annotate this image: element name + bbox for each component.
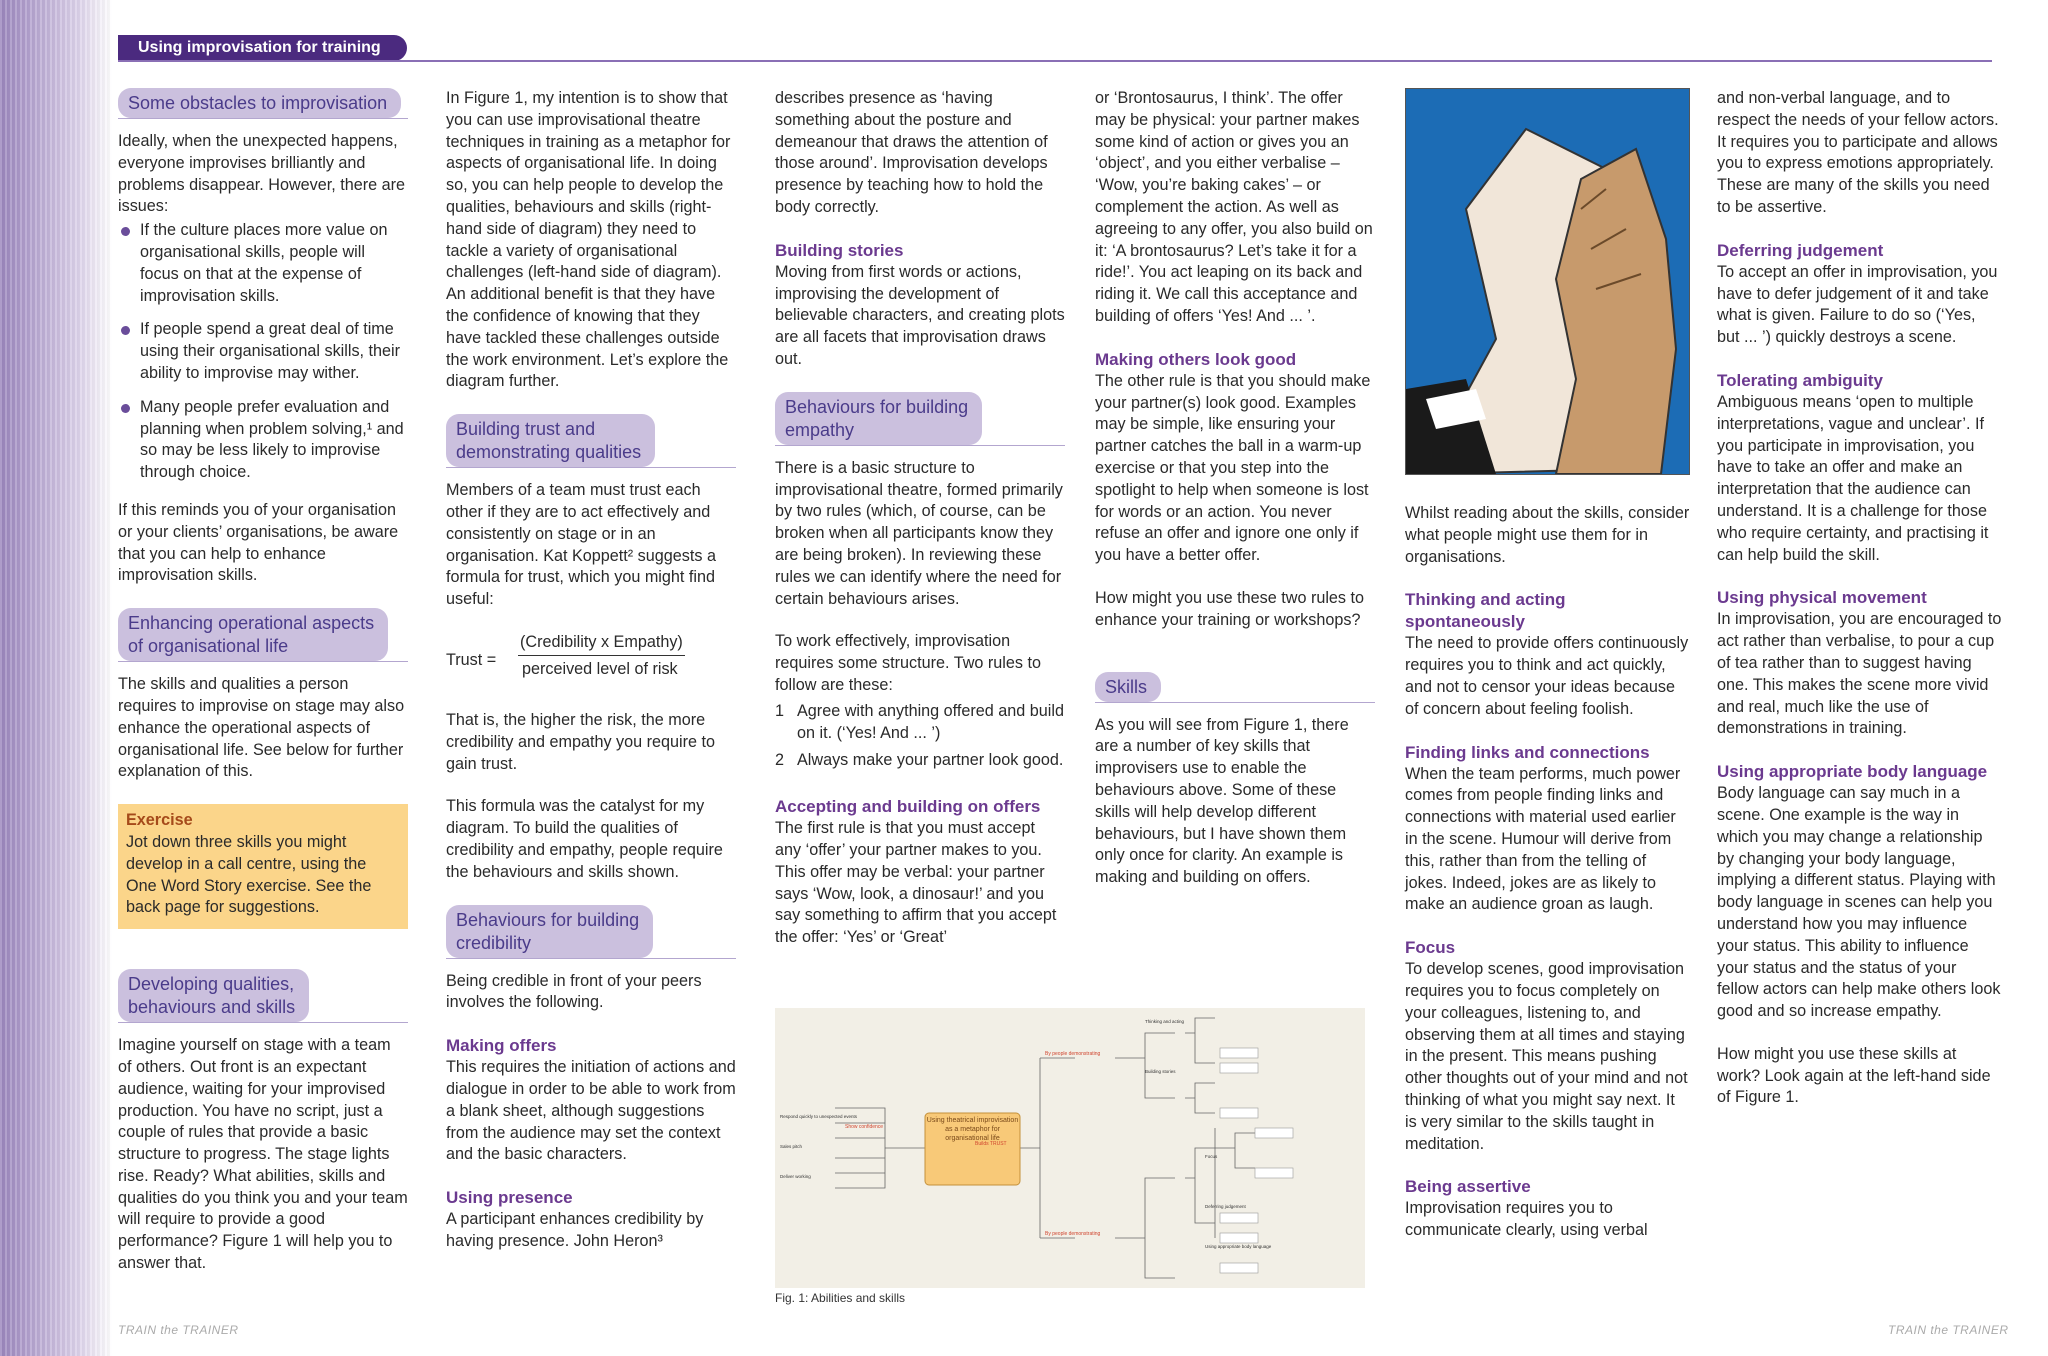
header-rule [118, 60, 1992, 62]
subheading-using-presence: Using presence [446, 1188, 573, 1208]
list-number: 1 [775, 701, 785, 720]
svg-text:Using appropriate body languag: Using appropriate body language [1205, 1244, 1272, 1249]
formula-numerator: (Credibility x Empathy) [518, 632, 685, 656]
svg-text:Deliver working: Deliver working [780, 1174, 811, 1179]
formula-denominator: perceived level of risk [522, 659, 678, 678]
footer-right: TRAIN the TRAINER [1888, 1323, 2009, 1337]
column-6 [1717, 88, 2002, 1130]
list-text: Agree with anything offered and build on it. (‘Yes! And ... ’) [797, 701, 1064, 742]
svg-text:Show confidence: Show confidence [845, 1124, 884, 1130]
paragraph: Ideally, when the unexpected happens, everyone improvises brilliantly and problems disappear. However, there are issues: [118, 132, 406, 216]
column-1 [118, 88, 408, 1296]
paragraph: Members of a team must trust each other if they are to act effectively and consistently on stage or in an organisation. Kat Koppett² suggests a formula for trust, which you might find useful: [446, 481, 716, 609]
svg-text:Deferring judgement: Deferring judgement [1205, 1204, 1246, 1209]
paragraph: In Figure 1, my intention is to show that you can use improvisational theatre techniques in training as a metaphor for aspects of organisational life. In doing so, you can help people to develop the qualities, behaviours and skills (right-hand side of diagram) they need to tackle a variety of organisational challenges (left-hand side of diagram). An additional benefit is that they have the confidence of knowing that they have tackled these challenges outside the work environment. Let’s explore the diagram further. [446, 89, 731, 391]
heading-line: Enhancing operational aspects [128, 613, 375, 634]
exercise-box [118, 804, 408, 929]
heading-line: behaviours and skills [128, 997, 296, 1018]
subheading-building-stories: Building stories [775, 240, 904, 260]
subheading-tolerating-ambiguity: Tolerating ambiguity [1717, 370, 1883, 390]
paragraph: Body language can say much in a scene. One example is the way in which you may change a relationship by changing your body language, implying a different status. Playing with body language in scenes can help you understand how you may influence your status. This ability to influence your status and the status of your fellow actors can help make others look good and so increase empathy. [1717, 784, 2001, 1021]
paragraph: Ambiguous means ‘open to multiple interpretations, vague and unclear’. If you participate in improvisation, you have to take an offer and make an interpretation that the audience can understand. It is a challenge for those who require certainty, and practising it can help build the skill. [1717, 392, 1989, 564]
paragraph: To work effectively, improvisation requires some structure. Two rules to follow are these: [775, 632, 1042, 694]
heading-line: Behaviours for building [785, 396, 969, 417]
subheading-making-offers: Making offers [446, 1036, 557, 1056]
section-heading-credibility [446, 905, 653, 958]
footer-left: TRAIN the TRAINER [118, 1323, 239, 1337]
section-heading-enhancing [118, 608, 388, 661]
list-item [775, 750, 1065, 772]
subheading-deferring-judgement: Deferring judgement [1717, 240, 1884, 260]
exercise-title: Exercise [126, 811, 193, 830]
heading-line: credibility [456, 932, 532, 953]
paragraph: As you will see from Figure 1, there are a number of key skills that improvisers use to enable the behaviours above. Some of these skills will help develop different behaviours, but I have shown them only once for clarity. An example is making and building on offers. [1095, 715, 1349, 887]
svg-text:Thinking and acting: Thinking and acting [1145, 1019, 1185, 1024]
rules-list [775, 701, 1065, 772]
heading-line: Building trust and [456, 419, 596, 440]
obstacles-list [118, 220, 408, 484]
section-heading-trust [446, 414, 655, 467]
figure-center-node-label: Using theatrical improvisation as a metaphor for organisational life [926, 1117, 1019, 1142]
paragraph: or ‘Brontosaurus, I think’. The offer may be physical: your partner makes some kind of action or gives you an ‘object’, and you either verbalise – ‘Wow, you’re baking cakes’ – or complement the action. As well as agreeing to any offer, you also build on it: ‘A brontosaurus? Let’s take it for a ride!’. You act leaping on its back and riding it. We call this acceptance and building of offers ‘Yes! And ... ’. [1095, 89, 1373, 325]
subheading-accepting-offers: Accepting and building on offers [775, 797, 1041, 817]
section-heading-wrap [446, 905, 736, 959]
svg-text:Building stories: Building stories [1145, 1069, 1176, 1074]
section-heading-wrap [1095, 672, 1375, 703]
section-heading-empathy [775, 392, 982, 445]
subheading-physical-movement: Using physical movement [1717, 588, 1927, 608]
page-header-tab: Using improvisation for training [118, 35, 407, 61]
heading-line: Developing qualities, [128, 974, 295, 995]
figure-1-diagram [775, 1008, 1365, 1288]
paragraph: describes presence as ‘having something about the posture and demeanour that draws the attention of those around’. Improvisation develops presence by teaching how to hold the body correctly. [775, 89, 1048, 216]
section-heading-skills: Skills [1095, 672, 1161, 702]
paragraph: If this reminds you of your organisation or your clients’ organisations, be aware that you can help to enhance improvisation skills. [118, 500, 399, 585]
list-item: If people spend a great deal of time using their organisational skills, their ability to improvise may wither. [118, 319, 408, 384]
abilities-skills-mindmap [775, 1008, 1365, 1288]
paragraph: How might you use these two rules to enhance your training or workshops? [1095, 588, 1365, 629]
trust-formula [446, 632, 736, 694]
paragraph: The need to provide offers continuously requires you to think and act quickly, and not to censor your ideas because of concern about feeling foolish. [1405, 634, 1689, 718]
svg-text:Respond quickly to unexpected: Respond quickly to unexpected events [780, 1114, 858, 1119]
subheading-finding-links: Finding links and connections [1405, 742, 1650, 762]
paragraph: The first rule is that you must accept any ‘offer’ your partner makes to you. This offer may be verbal: your partner says ‘Wow, look, a dinosaur!’ and you say something to affirm that you accept the offer: ‘Yes’ or ‘Great’ [775, 819, 1057, 947]
figure-caption: Fig. 1: Abilities and skills [775, 1291, 906, 1305]
list-item: Many people prefer evaluation and planning when problem solving,¹ and so may be less likely to improvise through choice. [118, 397, 408, 484]
column-2 [446, 88, 736, 1274]
heading-line: of organisational life [128, 636, 289, 657]
paragraph: When the team performs, much power comes from people finding links and connections with material used earlier in the scene. Humour will derive from this, rather than from the telling of jokes. Indeed, jokes are as likely to make an audience groan as laugh. [1405, 764, 1681, 914]
list-number: 2 [775, 751, 785, 770]
svg-text:Builds TRUST: Builds TRUST [975, 1141, 1007, 1147]
paragraph: To accept an offer in improvisation, you have to defer judgement of it and take what is given. Failure to do so (‘Yes, but ... ’) quickly destroys a scene. [1717, 262, 1998, 347]
paragraph: Moving from first words or actions, improvising the development of believable characters, and creating plots are all facets that improvisation draws out. [775, 262, 1065, 368]
section-heading-wrap [118, 608, 408, 662]
section-heading-wrap [446, 414, 736, 468]
subheading-making-others-look-good: Making others look good [1095, 349, 1297, 369]
paragraph: How might you use these skills at work? Look again at the left-hand side of Figure 1. [1717, 1044, 1991, 1107]
paragraph: The other rule is that you should make your partner(s) look good. Examples may be simple, like ensuring your partner catches the ball in a warm-up exercise or that you step into the spotlight to help when someone is lost for words or an action. You never refuse an offer and ignore one only if you have a better offer. [1095, 371, 1371, 565]
paragraph: Whilst reading about the skills, consider what people might use them for in organisations. [1405, 504, 1690, 566]
heading-line: Behaviours for building [456, 909, 640, 930]
section-heading-wrap [775, 392, 1065, 446]
svg-text:By people demonstrating: By people demonstrating [1045, 1231, 1101, 1237]
list-item: If the culture places more value on organisational skills, people will focus on that at the expense of improvisation skills. [118, 220, 408, 307]
svg-text:Sales pitch: Sales pitch [780, 1144, 803, 1149]
paragraph: and non-verbal language, and to respect the needs of your fellow actors. It requires you to participate and allows you to express emotions appropriately. These are many of the skills you need to be assertive. [1717, 89, 1999, 216]
list-text: Always make your partner look good. [797, 751, 1064, 770]
heading-line: empathy [785, 419, 855, 440]
decorative-left-strip [0, 0, 112, 1356]
paragraph: In improvisation, you are encouraged to act rather than verbalise, to pour a cup of tea rather than to suggest having one. This makes the scene more vivid and real, much like the use of demonstrations in training. [1717, 610, 2002, 738]
section-heading-obstacles: Some obstacles to improvisation [118, 88, 401, 118]
subheading-body-language: Using appropriate body language [1717, 762, 1988, 782]
hands-illustration [1406, 89, 1689, 474]
paragraph: A participant enhances credibility by having presence. John Heron³ [446, 1210, 704, 1250]
paragraph: This formula was the catalyst for my diagram. To build the qualities of credibility and empathy, people require the behaviours and skills shown. [446, 797, 723, 881]
subheading-thinking-acting: Thinking and acting spontaneously [1405, 590, 1566, 632]
paragraph: Improvisation requires you to communicate clearly, using verbal [1405, 1199, 1648, 1240]
section-heading-wrap [118, 88, 408, 119]
column-5 [1405, 88, 1690, 1263]
heading-line: demonstrating qualities [456, 442, 642, 463]
svg-text:Focus: Focus [1205, 1154, 1218, 1159]
subheading-being-assertive: Being assertive [1405, 1177, 1531, 1197]
clapping-hands-image [1405, 88, 1690, 475]
paragraph: To develop scenes, good improvisation requires you to focus completely on your colleagues, listening to, and observing them at all times and staying in the present. This means pushing other thoughts out of your mind and not thinking of what you might say next. It is very similar to the skills taught in meditation. [1405, 960, 1688, 1153]
list-item [775, 701, 1065, 745]
paragraph: That is, the higher the risk, the more credibility and empathy you require to gain trust. [446, 710, 716, 773]
section-heading-wrap [118, 969, 408, 1023]
paragraph: Imagine yourself on stage with a team of others. Out front is an expectant audience, waiting for your improvised production. You have no script, just a couple of rules that provide a basic structure to progress. The stage lights rise. Ready? What abilities, skills and qualities do you think you and your team will require to provide a good performance? Figure 1 will help you to answer that. [118, 1036, 408, 1273]
paragraph: There is a basic structure to improvisational theatre, formed primarily by two rules (which, of course, can be broken when all participants know they are being broken). In reviewing these rules we can identify where the need for certain behaviours arises. [775, 458, 1063, 608]
formula-lhs: Trust = [446, 650, 497, 669]
exercise-text: Jot down three skills you might develop in a call centre, using the One Word Story exercise. See the back page for suggestions. [126, 832, 372, 917]
section-heading-developing [118, 969, 309, 1022]
svg-text:By people demonstrating: By people demonstrating [1045, 1051, 1101, 1057]
subheading-focus: Focus [1405, 938, 1456, 958]
paragraph: Being credible in front of your peers involves the following. [446, 971, 702, 1012]
paragraph: The skills and qualities a person requires to improvise on stage may also enhance the operational aspects of organisational life. See below for further explanation of this. [118, 675, 405, 781]
column-4 [1095, 88, 1375, 910]
column-3 [775, 88, 1065, 970]
paragraph: This requires the initiation of actions and dialogue in order to be able to work from a blank sheet, although suggestions from the audience may set the context and the basic characters. [446, 1058, 736, 1164]
